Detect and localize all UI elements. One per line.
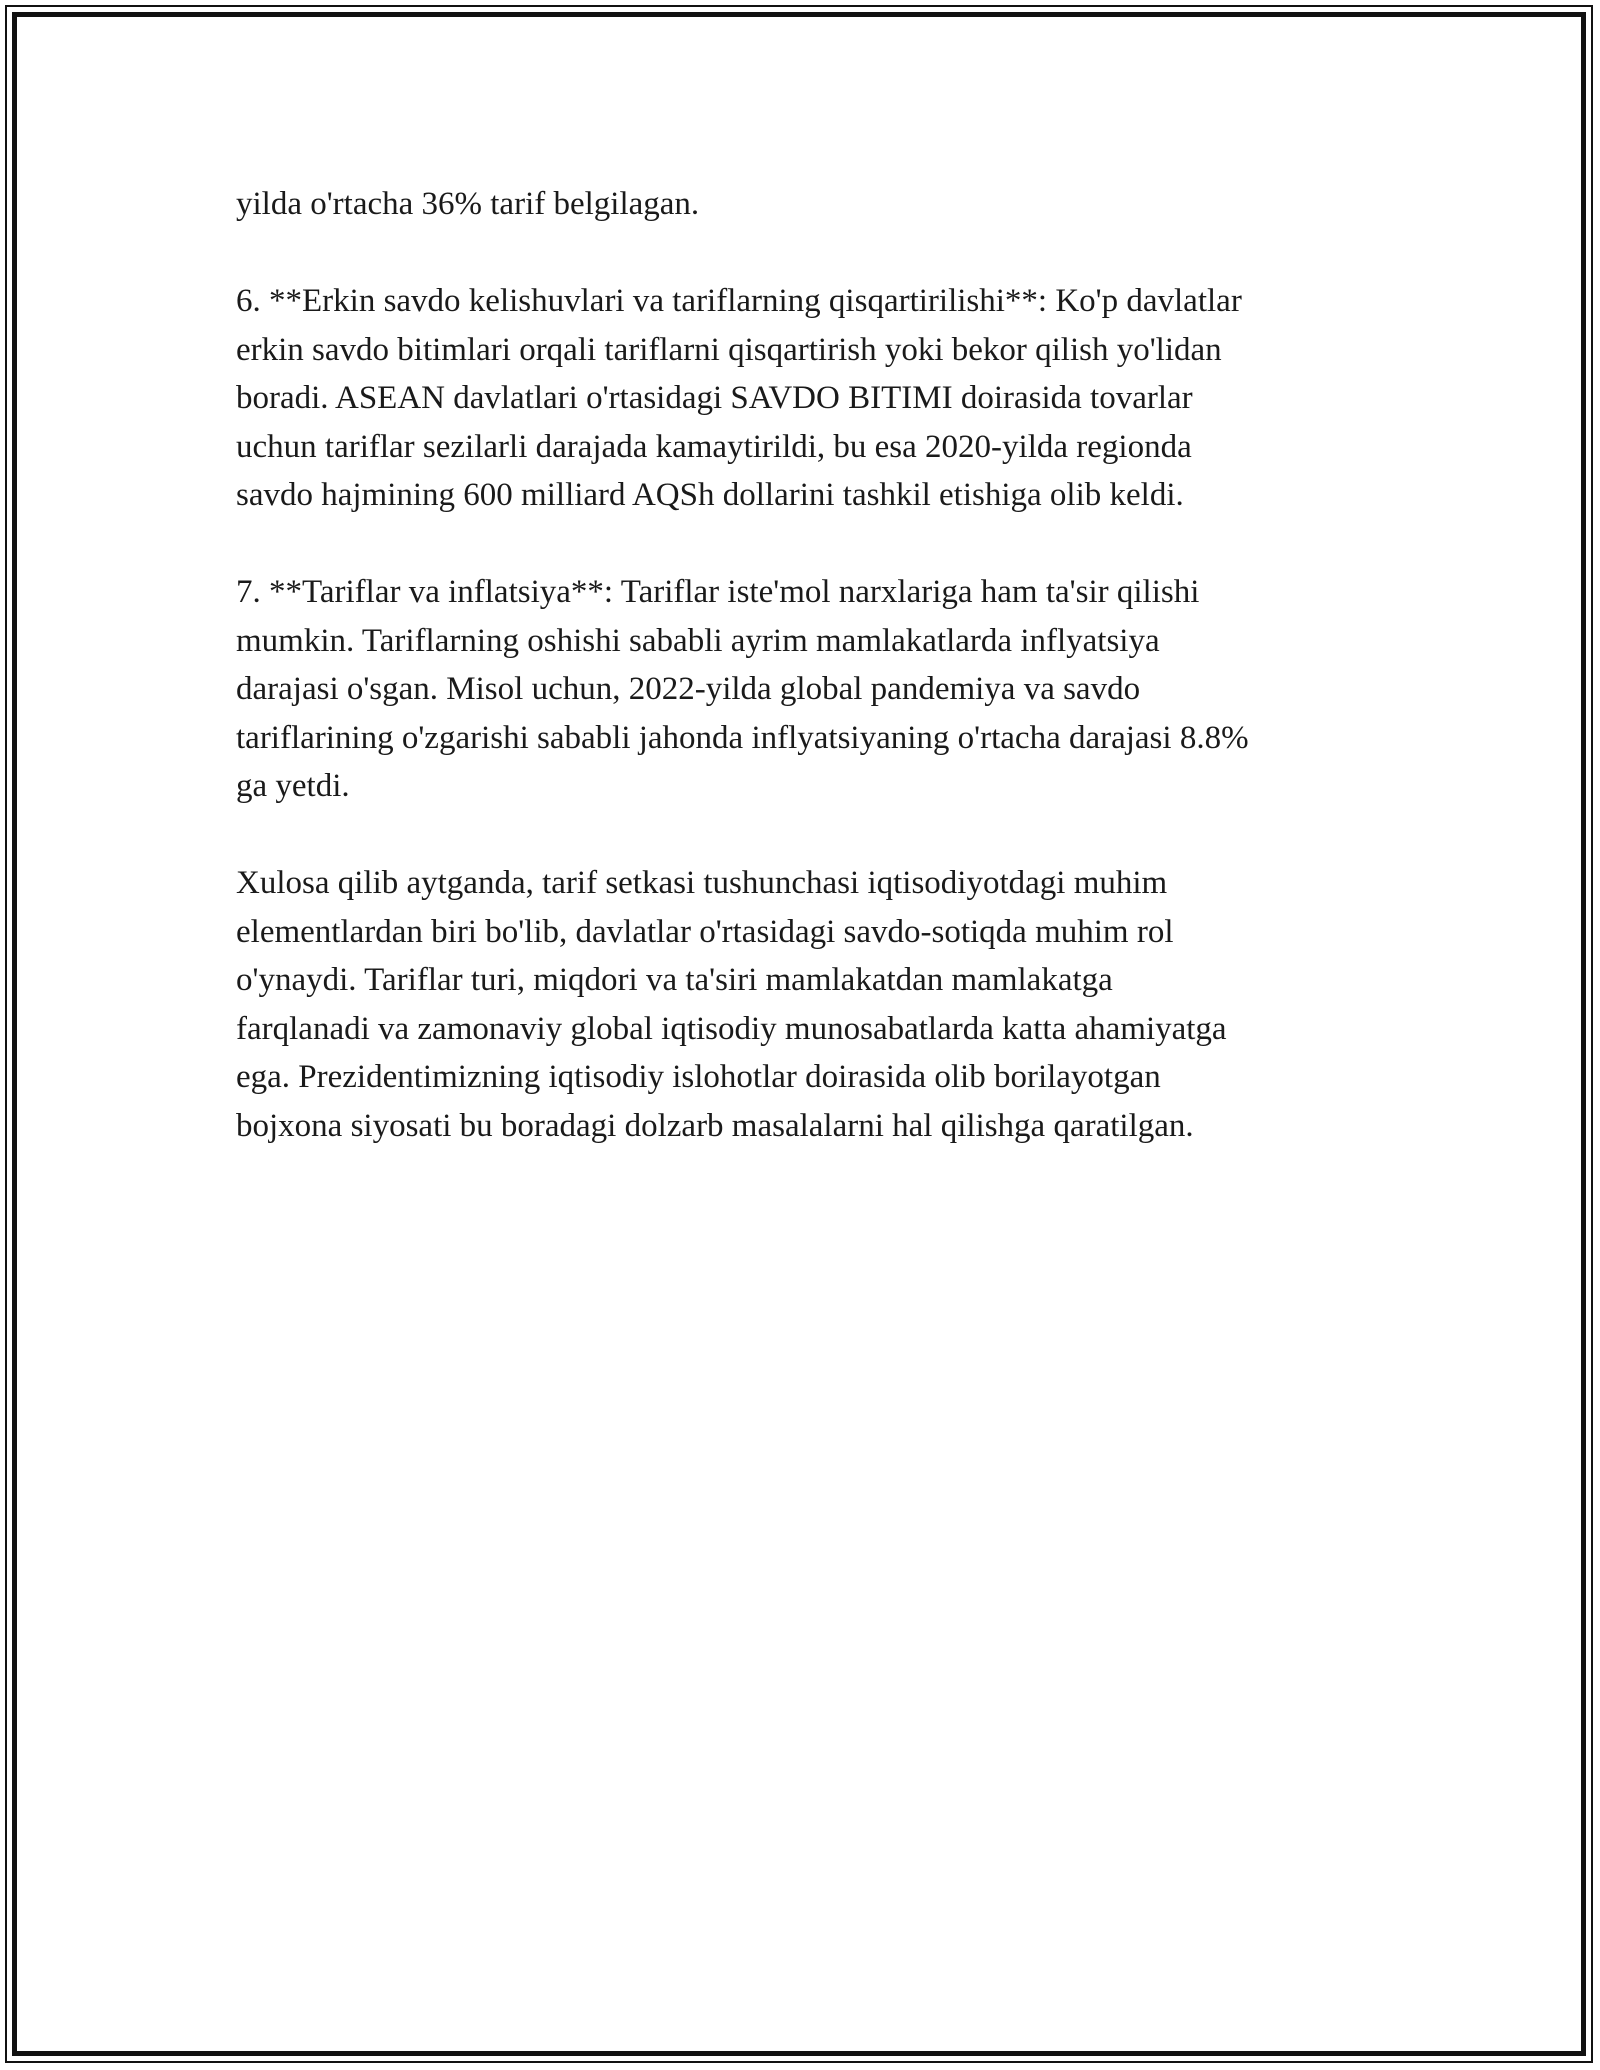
paragraph-inflation: 7. **Tariflar va inflatsiya**: Tariflar iste'mol narxlariga ham ta'sir qilishi mumkin. Tariflarning oshishi sababli ayrim mamlakatlarda inflyatsiya darajasi o'sgan. Misol uchun, 2022-yilda global pandemiya va savdo tariflarining o'zgarishi sababli jahonda inflyatsiyaning o'rtacha darajasi 8.8% ga yetdi. [236,574,1249,804]
paragraph-free-trade: 6. **Erkin savdo kelishuvlari va tariflarning qisqartirilishi**: Ko'p davlatlar erkin savdo bitimlari orqali tariflarni qisqartirish yoki bekor qilish yo'lidan boradi. ASEAN davlatlari o'rtasidagi SAVDO BITIMI doirasida tovarlar uchun tariflar sezilarli darajada kamaytirildi, bu esa 2020-yilda regionda savdo hajmining 600 milliard AQSh dollarini tashkil etishiga olib keldi. [236,283,1242,513]
paragraph-continuation: yilda o'rtacha 36% tarif belgilagan. [236,186,700,222]
paragraph-conclusion: Xulosa qilib aytganda, tarif setkasi tushunchasi iqtisodiyotdagi muhim elementlardan biri bo'lib, davlatlar o'rtasidagi savdo-sotiqda muhim rol o'ynaydi. Tariflar turi, miqdori va ta'siri mamlakatdan mamlakatga farqlanadi va zamonaviy global iqtisodiy munosabatlarda katta ahamiyatga ega. Prezidentimizning iqtisodiy islohotlar doirasida olib borilayotgan bojxona siyosati bu boradagi dolzarb masalalarni hal qilishga qaratilgan. [236,865,1227,1144]
document-body [236,180,1366,1199]
